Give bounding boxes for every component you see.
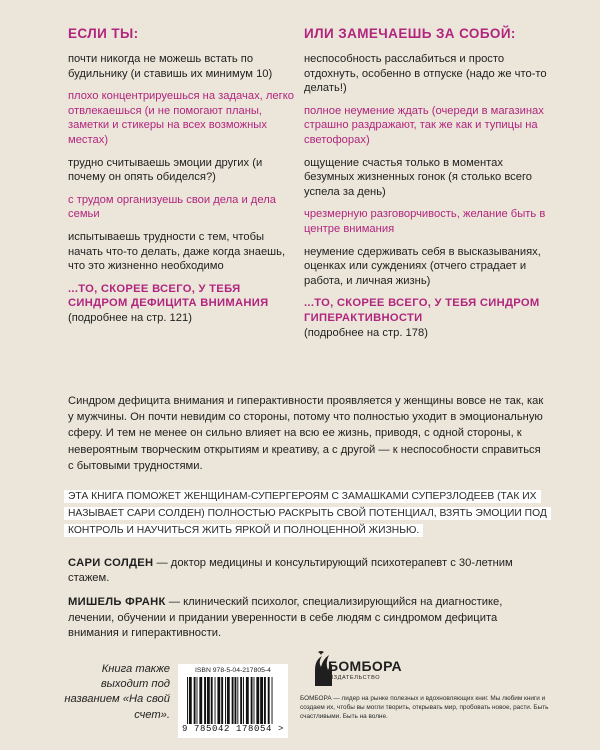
right-verdict xyxy=(304,296,548,340)
left-verdict-page-ref: (подробнее на стр. 121) xyxy=(68,311,192,324)
symptom-item: неумение сдерживать себя в высказываниях, оценках или суждениях (отчего страдает и работа, и личная жизнь) xyxy=(304,245,541,287)
author-name: МИШЕЛЬ ФРАНК xyxy=(68,596,166,609)
intro-paragraph: Синдром дефицита внимания и гиперактивности проявляется у женщины вовсе не так, как у мужчины. Он почти невидим со стороны, потому что полностью уходит в эмоциональную сферу. И тем не менее он сильно влияет на всю ее жизнь, приводя, с одной стороны, к невероятным творческим открытиям и креативу, а с другой — к неспособности справиться с бытовыми трудностями. xyxy=(68,395,544,472)
barcode-digits: 9 785042 178054 > xyxy=(181,724,284,734)
author-bio: — клинический психолог, специализирующийся на диагностике, лечении, обучении и придании уверенности в себе людям с синдромом дефицита внимания и гиперактивности. xyxy=(68,596,503,639)
barcode-block xyxy=(178,664,288,738)
left-column xyxy=(68,26,300,326)
publisher-logo-subtitle: ИЗДАТЕЛЬСТВО xyxy=(329,675,381,681)
author-bio: — доктор медицины и консультирующий психотерапевт с 30-летним стажем. xyxy=(68,557,513,585)
author-name: САРИ СОЛДЕН xyxy=(68,557,154,569)
symptom-item: с трудом организуешь свои дела и дела семьи xyxy=(68,193,276,221)
isbn-label: ISBN 978-5-04-217805-4 xyxy=(195,667,271,674)
symptom-item: почти никогда не можешь встать по будильнику (и ставишь их минимум 10) xyxy=(68,53,273,80)
author-entry xyxy=(68,556,548,586)
publisher-description: БОМБОРА — лидер на рынке полезных и вдохновляющих книг. Мы любим книги и создаем их, чтобы вы могли творить, открывать мир, пробовать новое, расти. Быть счастливыми. Быть на волне. xyxy=(300,695,549,720)
symptom-item: неспособность расслабиться и просто отдохнуть, особенно в отпуске (надо же что-то делать!) xyxy=(304,53,547,95)
authors-section xyxy=(68,556,548,650)
right-column-list xyxy=(304,52,548,288)
symptom-item: трудно считываешь эмоции других (и почему он опять обиделся?) xyxy=(68,156,263,184)
symptom-item: ощущение счастья только в моментах безумных жизненных гонок (я столько всего успела за день) xyxy=(304,156,533,198)
left-column-list xyxy=(68,52,300,274)
publisher-logo xyxy=(298,648,550,694)
left-verdict xyxy=(68,282,300,326)
symptom-item: чрезмерную разговорчивость, желание быть в центре внимания xyxy=(304,208,546,235)
left-column-heading: ЕСЛИ ТЫ: xyxy=(68,26,139,41)
right-column-heading: ИЛИ ЗАМЕЧАЕШЬ ЗА СОБОЙ: xyxy=(304,26,516,41)
left-verdict-title: ...ТО, СКОРЕЕ ВСЕГО, У ТЕБЯ СИНДРОМ ДЕФИЦИТА ВНИМАНИЯ xyxy=(68,282,269,310)
right-column xyxy=(304,26,548,340)
publisher-logo-name: БОМБОРА xyxy=(328,658,402,674)
symptom-item: испытываешь трудности с тем, чтобы начать что-то делать, даже когда знаешь, что это жизненно необходимо xyxy=(68,230,286,273)
right-verdict-title: ...ТО, СКОРЕЕ ВСЕГО, У ТЕБЯ СИНДРОМ ГИПЕРАКТИВНОСТИ xyxy=(304,297,540,324)
author-entry xyxy=(68,595,548,641)
symptom-item: плохо концентрируешься на задачах, легко отвлекаешься (и не помогают планы, заметки и стикеры на всех возможных местах) xyxy=(68,90,294,146)
publisher-block xyxy=(298,648,550,721)
also-published-note: Книга также выходит под названием «На свой счет». xyxy=(64,663,170,721)
highlight-statement xyxy=(64,488,550,539)
barcode-bars xyxy=(186,677,280,724)
symptom-item: полное неумение ждать (очереди в магазинах страшно раздражают, так же как и тупицы на светофорах) xyxy=(304,104,544,146)
highlight-text: ЭТА КНИГА ПОМОЖЕТ ЖЕНЩИНАМ-СУПЕРГЕРОЯМ С ЗАМАШКАМИ СУПЕРЗЛОДЕЕВ (ТАК ИХ НАЗЫВАЕТ САРИ СОЛДЕН) ПОЛНОСТЬЮ РАСКРЫТЬ СВОЙ ПОТЕНЦИАЛ, ВЗЯТЬ ЭМОЦИИ ПОД КОНТРОЛЬ И НАУЧИТЬСЯ ЖИТЬ ЯРКОЙ И ПОЛНОЦЕННОЙ ЖИЗНЬЮ. xyxy=(64,490,551,537)
right-verdict-page-ref: (подробнее на стр. 178) xyxy=(304,326,428,339)
